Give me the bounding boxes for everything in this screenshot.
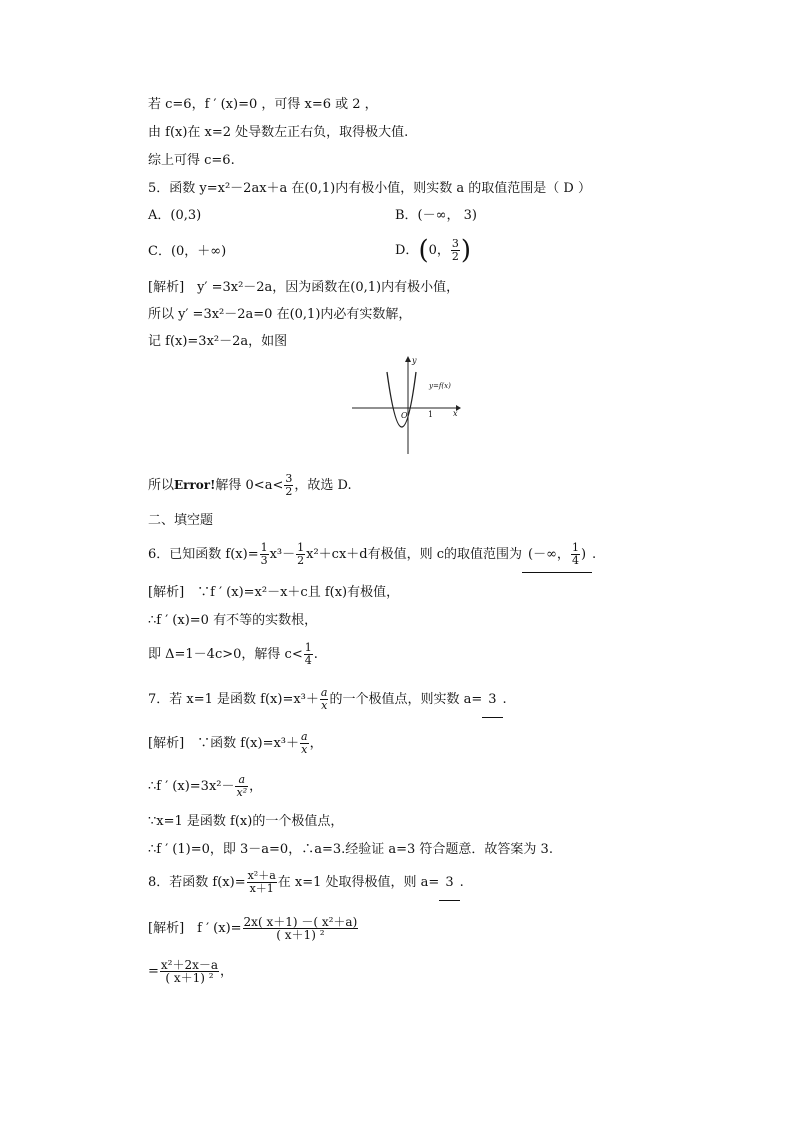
solution-line: = $\frac{\text{x²＋2x－a}}{\text{( x＋1) ²}}$ ， (148, 958, 234, 985)
solution-line: ∴f ′ (x)=3x²－ $\frac{a}{\text{x²}}$ ， (148, 773, 263, 799)
y-axis-label: y (412, 356, 417, 365)
solution-line: 记 f(x)=3x²－2a，如图 (148, 334, 288, 349)
option-d-prefix: D． (395, 243, 419, 258)
solution-line: [解析] f ′ (x)= $\frac{\text{2x( x＋1) －( x²＋a)}}{\text{( x＋1) ²}}$ (148, 915, 358, 942)
parabola-graph (350, 354, 462, 456)
answer-blank: 3 (482, 683, 502, 718)
fraction: $\frac{3}{2}$ (285, 472, 293, 498)
solution-line: [解析] y′ =3x²－2a，因为函数在(0,1)内有极小值， (148, 280, 460, 295)
solution-line: 即 Δ=1－4c>0，解得 c< $\frac{1}{4}$ . (148, 641, 318, 667)
fraction: $\frac{3}{2}$ (451, 237, 459, 263)
option-d-inner: 0， (428, 243, 450, 258)
solution-line: ∴f ′ (x)=0 有不等的实数根， (148, 613, 318, 628)
solution-line: [解析] ∵函数 f(x)=x³＋ $\frac{a}{x}$ ， (148, 730, 323, 756)
text-line: 综上可得 c=6. (148, 153, 235, 168)
solution-line: ∴f ′ (1)=0，即 3－a=0，∴a=3.经验证 a=3 符合题意．故答案为 3. (148, 842, 553, 857)
error-text: Error! (174, 478, 216, 492)
question-7: 7．若 x=1 是函数 f(x)=x³＋ $\frac{a}{x}$ 的一个极值点，则实数 a= 3 . (148, 683, 507, 718)
solution-line: 所以Error!解得 0<a< $\frac{3}{2}$ ，故选 D. (148, 472, 352, 498)
text-line: 若 c=6，f ′ (x)=0 ，可得 x=6 或 2 ， (148, 97, 378, 112)
solution-line: ∵x=1 是函数 f(x)的一个极值点， (148, 814, 344, 829)
curve-label: y=f(x) (429, 382, 451, 390)
option-c: C．(0，＋∞) (148, 244, 227, 259)
question-5: 5．函数 y=x²－2ax＋a 在(0,1)内有极小值，则实数 a 的取值范围是（ D ） (148, 181, 591, 196)
solution-line: [解析] ∵f ′ (x)=x²－x＋c且 f(x)有极值， (148, 585, 400, 600)
question-6: 6．已知函数 f(x)= $\frac{1}{3}$ x³－ $\frac{1}{2}$ x²＋cx＋d有极值，则 c的取值范围为 (－∞， $\frac{1}{4}$ ) . (148, 538, 596, 573)
tick-label: 1 (428, 410, 434, 419)
option-d: D．(0， $\frac{3}{2}$ ) (395, 235, 472, 266)
option-a: A．(0,3) (148, 208, 202, 223)
section-heading: 二、填空题 (148, 513, 214, 528)
x-axis-label: x (453, 409, 458, 418)
answer-blank: 3 (439, 866, 459, 901)
option-b: B．(－∞， 3) (395, 208, 477, 223)
text-line: 由 f(x)在 x=2 处导数左正右负，取得极大值. (148, 125, 409, 140)
answer-blank: (－∞， $\frac{1}{4}$ ) (522, 538, 592, 573)
origin-label: O (401, 411, 408, 420)
solution-line: 所以 y′ =3x²－2a=0 在(0,1)内必有实数解， (148, 307, 412, 322)
question-8: 8．若函数 f(x)= $\frac{\text{x²＋a}}{x+1}$ 在 x=1 处取得极值，则 a= 3 . (148, 866, 464, 901)
